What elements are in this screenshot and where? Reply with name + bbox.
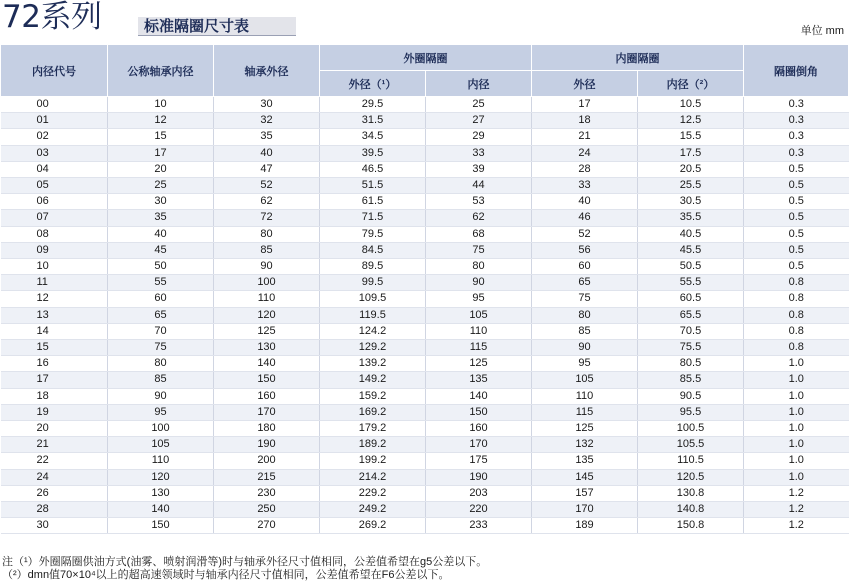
cell-outer-spacer-od: 31.5 xyxy=(320,113,426,129)
cell-chamfer: 0.5 xyxy=(744,259,849,275)
cell-outer-spacer-od: 229.2 xyxy=(320,485,426,501)
cell-outer-spacer-od: 99.5 xyxy=(320,275,426,291)
cell-bore-code: 11 xyxy=(1,275,108,291)
table-row xyxy=(1,210,849,226)
cell-bearing-od: 170 xyxy=(214,404,320,420)
cell-bearing-od: 190 xyxy=(214,437,320,453)
cell-nominal-bore: 40 xyxy=(108,226,214,242)
cell-outer-spacer-od: 249.2 xyxy=(320,502,426,518)
cell-nominal-bore: 15 xyxy=(108,129,214,145)
cell-outer-spacer-id: 233 xyxy=(426,518,532,534)
cell-chamfer: 1.0 xyxy=(744,356,849,372)
cell-inner-spacer-id: 55.5 xyxy=(638,275,744,291)
subtitle-box xyxy=(138,17,296,36)
cell-outer-spacer-id: 203 xyxy=(426,485,532,501)
header-outer-spacer: 外圈隔圈 xyxy=(320,45,532,71)
header-bearing-od: 轴承外径 xyxy=(214,45,320,97)
cell-chamfer: 0.8 xyxy=(744,307,849,323)
cell-inner-spacer-id: 10.5 xyxy=(638,97,744,113)
cell-bore-code: 13 xyxy=(1,307,108,323)
cell-inner-spacer-od: 65 xyxy=(532,275,638,291)
cell-outer-spacer-od: 124.2 xyxy=(320,323,426,339)
table-row xyxy=(1,388,849,404)
cell-inner-spacer-id: 80.5 xyxy=(638,356,744,372)
notes xyxy=(2,556,487,582)
cell-bearing-od: 270 xyxy=(214,518,320,534)
cell-inner-spacer-od: 21 xyxy=(532,129,638,145)
cell-bore-code: 16 xyxy=(1,356,108,372)
cell-chamfer: 0.8 xyxy=(744,291,849,307)
cell-chamfer: 0.5 xyxy=(744,242,849,258)
cell-bearing-od: 85 xyxy=(214,242,320,258)
cell-inner-spacer-id: 110.5 xyxy=(638,453,744,469)
cell-bearing-od: 100 xyxy=(214,275,320,291)
cell-inner-spacer-id: 100.5 xyxy=(638,421,744,437)
cell-inner-spacer-od: 105 xyxy=(532,372,638,388)
table-row xyxy=(1,275,849,291)
cell-bearing-od: 180 xyxy=(214,421,320,437)
table-row xyxy=(1,242,849,258)
cell-nominal-bore: 17 xyxy=(108,145,214,161)
cell-outer-spacer-od: 71.5 xyxy=(320,210,426,226)
cell-bore-code: 24 xyxy=(1,469,108,485)
cell-bore-code: 10 xyxy=(1,259,108,275)
header-bore-code: 内径代号 xyxy=(1,45,108,97)
cell-nominal-bore: 10 xyxy=(108,97,214,113)
cell-inner-spacer-id: 45.5 xyxy=(638,242,744,258)
cell-chamfer: 0.3 xyxy=(744,113,849,129)
cell-inner-spacer-od: 75 xyxy=(532,291,638,307)
cell-outer-spacer-od: 119.5 xyxy=(320,307,426,323)
cell-chamfer: 0.8 xyxy=(744,323,849,339)
header-inner-spacer: 内圈隔圈 xyxy=(532,45,744,71)
cell-nominal-bore: 12 xyxy=(108,113,214,129)
header-nominal-bore: 公称轴承内径 xyxy=(108,45,214,97)
table-row xyxy=(1,485,849,501)
cell-bore-code: 01 xyxy=(1,113,108,129)
header-chamfer: 隔圈倒角 xyxy=(744,45,849,97)
cell-inner-spacer-id: 140.8 xyxy=(638,502,744,518)
cell-chamfer: 1.0 xyxy=(744,372,849,388)
cell-outer-spacer-id: 135 xyxy=(426,372,532,388)
cell-nominal-bore: 140 xyxy=(108,502,214,518)
table-row xyxy=(1,97,849,113)
cell-nominal-bore: 25 xyxy=(108,178,214,194)
cell-bearing-od: 250 xyxy=(214,502,320,518)
cell-inner-spacer-id: 25.5 xyxy=(638,178,744,194)
cell-chamfer: 0.8 xyxy=(744,340,849,356)
cell-inner-spacer-od: 24 xyxy=(532,145,638,161)
cell-inner-spacer-id: 75.5 xyxy=(638,340,744,356)
table-row xyxy=(1,259,849,275)
cell-bore-code: 19 xyxy=(1,404,108,420)
cell-outer-spacer-od: 34.5 xyxy=(320,129,426,145)
spacer-dimension-table xyxy=(0,44,849,534)
cell-outer-spacer-id: 95 xyxy=(426,291,532,307)
cell-bearing-od: 120 xyxy=(214,307,320,323)
cell-outer-spacer-id: 115 xyxy=(426,340,532,356)
cell-outer-spacer-od: 159.2 xyxy=(320,388,426,404)
cell-inner-spacer-id: 105.5 xyxy=(638,437,744,453)
header-outer-od: 外径（¹） xyxy=(320,71,426,97)
cell-inner-spacer-od: 115 xyxy=(532,404,638,420)
cell-nominal-bore: 85 xyxy=(108,372,214,388)
cell-nominal-bore: 130 xyxy=(108,485,214,501)
cell-bore-code: 28 xyxy=(1,502,108,518)
cell-outer-spacer-id: 62 xyxy=(426,210,532,226)
cell-outer-spacer-id: 29 xyxy=(426,129,532,145)
page-header xyxy=(0,0,850,44)
cell-outer-spacer-id: 33 xyxy=(426,145,532,161)
table-row xyxy=(1,161,849,177)
cell-bore-code: 03 xyxy=(1,145,108,161)
cell-nominal-bore: 30 xyxy=(108,194,214,210)
cell-inner-spacer-od: 132 xyxy=(532,437,638,453)
cell-outer-spacer-id: 75 xyxy=(426,242,532,258)
cell-bearing-od: 200 xyxy=(214,453,320,469)
table-row xyxy=(1,404,849,420)
cell-nominal-bore: 110 xyxy=(108,453,214,469)
cell-inner-spacer-od: 90 xyxy=(532,340,638,356)
cell-outer-spacer-od: 79.5 xyxy=(320,226,426,242)
table-row xyxy=(1,178,849,194)
cell-bearing-od: 110 xyxy=(214,291,320,307)
table-row xyxy=(1,194,849,210)
table-row xyxy=(1,356,849,372)
cell-bearing-od: 90 xyxy=(214,259,320,275)
cell-inner-spacer-od: 40 xyxy=(532,194,638,210)
cell-bore-code: 06 xyxy=(1,194,108,210)
cell-inner-spacer-od: 56 xyxy=(532,242,638,258)
cell-nominal-bore: 105 xyxy=(108,437,214,453)
cell-outer-spacer-id: 170 xyxy=(426,437,532,453)
cell-inner-spacer-od: 52 xyxy=(532,226,638,242)
cell-nominal-bore: 50 xyxy=(108,259,214,275)
table-row xyxy=(1,129,849,145)
header-inner-id: 内径（²） xyxy=(638,71,744,97)
table-row xyxy=(1,113,849,129)
cell-nominal-bore: 20 xyxy=(108,161,214,177)
table-row xyxy=(1,340,849,356)
cell-nominal-bore: 45 xyxy=(108,242,214,258)
cell-inner-spacer-od: 18 xyxy=(532,113,638,129)
cell-inner-spacer-od: 46 xyxy=(532,210,638,226)
cell-inner-spacer-od: 189 xyxy=(532,518,638,534)
cell-outer-spacer-id: 105 xyxy=(426,307,532,323)
cell-bore-code: 02 xyxy=(1,129,108,145)
cell-bore-code: 21 xyxy=(1,437,108,453)
cell-outer-spacer-od: 29.5 xyxy=(320,97,426,113)
cell-bearing-od: 32 xyxy=(214,113,320,129)
cell-chamfer: 1.2 xyxy=(744,485,849,501)
cell-nominal-bore: 90 xyxy=(108,388,214,404)
table-row xyxy=(1,307,849,323)
cell-nominal-bore: 95 xyxy=(108,404,214,420)
cell-outer-spacer-od: 149.2 xyxy=(320,372,426,388)
cell-bore-code: 07 xyxy=(1,210,108,226)
cell-bearing-od: 125 xyxy=(214,323,320,339)
cell-inner-spacer-od: 80 xyxy=(532,307,638,323)
cell-outer-spacer-id: 68 xyxy=(426,226,532,242)
table-subtitle: 标准隔圈尺寸表 xyxy=(144,17,250,35)
table-body xyxy=(1,97,849,534)
cell-inner-spacer-id: 15.5 xyxy=(638,129,744,145)
cell-outer-spacer-id: 53 xyxy=(426,194,532,210)
cell-inner-spacer-id: 40.5 xyxy=(638,226,744,242)
cell-bore-code: 08 xyxy=(1,226,108,242)
cell-chamfer: 0.5 xyxy=(744,194,849,210)
cell-chamfer: 1.2 xyxy=(744,502,849,518)
cell-inner-spacer-id: 20.5 xyxy=(638,161,744,177)
cell-inner-spacer-id: 12.5 xyxy=(638,113,744,129)
note-1: 注（¹）外圈隔圈供油方式(油雾、喷射润滑等)时与轴承外径尺寸值相同，公差值希望在g5公差以下。 xyxy=(2,556,488,568)
cell-inner-spacer-id: 130.8 xyxy=(638,485,744,501)
cell-inner-spacer-id: 60.5 xyxy=(638,291,744,307)
cell-nominal-bore: 120 xyxy=(108,469,214,485)
cell-bearing-od: 40 xyxy=(214,145,320,161)
cell-bore-code: 30 xyxy=(1,518,108,534)
table-row xyxy=(1,421,849,437)
cell-nominal-bore: 60 xyxy=(108,291,214,307)
cell-inner-spacer-id: 50.5 xyxy=(638,259,744,275)
header-outer-id: 内径 xyxy=(426,71,532,97)
cell-outer-spacer-id: 140 xyxy=(426,388,532,404)
cell-inner-spacer-od: 110 xyxy=(532,388,638,404)
cell-bearing-od: 30 xyxy=(214,97,320,113)
cell-outer-spacer-od: 89.5 xyxy=(320,259,426,275)
header-inner-od: 外径 xyxy=(532,71,638,97)
cell-nominal-bore: 65 xyxy=(108,307,214,323)
cell-inner-spacer-id: 30.5 xyxy=(638,194,744,210)
cell-chamfer: 0.3 xyxy=(744,97,849,113)
cell-outer-spacer-id: 110 xyxy=(426,323,532,339)
cell-chamfer: 1.0 xyxy=(744,404,849,420)
cell-chamfer: 1.2 xyxy=(744,518,849,534)
cell-inner-spacer-id: 35.5 xyxy=(638,210,744,226)
table-row xyxy=(1,226,849,242)
cell-inner-spacer-id: 85.5 xyxy=(638,372,744,388)
cell-bore-code: 20 xyxy=(1,421,108,437)
table-row xyxy=(1,372,849,388)
cell-chamfer: 0.5 xyxy=(744,210,849,226)
cell-nominal-bore: 35 xyxy=(108,210,214,226)
table-row xyxy=(1,453,849,469)
cell-chamfer: 0.5 xyxy=(744,161,849,177)
cell-bore-code: 14 xyxy=(1,323,108,339)
cell-outer-spacer-od: 189.2 xyxy=(320,437,426,453)
cell-bore-code: 17 xyxy=(1,372,108,388)
cell-bearing-od: 160 xyxy=(214,388,320,404)
unit-label: 单位 mm xyxy=(800,25,844,37)
cell-bore-code: 00 xyxy=(1,97,108,113)
cell-outer-spacer-od: 269.2 xyxy=(320,518,426,534)
cell-nominal-bore: 80 xyxy=(108,356,214,372)
table-row xyxy=(1,437,849,453)
note-2: （²）dmn值70×10⁴以上的超高速领域时与轴承内径尺寸值相同，公差值希望在F6公差以下。 xyxy=(2,569,450,581)
cell-nominal-bore: 150 xyxy=(108,518,214,534)
cell-inner-spacer-id: 150.8 xyxy=(638,518,744,534)
cell-outer-spacer-od: 214.2 xyxy=(320,469,426,485)
cell-outer-spacer-id: 160 xyxy=(426,421,532,437)
cell-chamfer: 0.5 xyxy=(744,178,849,194)
cell-outer-spacer-id: 125 xyxy=(426,356,532,372)
cell-bearing-od: 47 xyxy=(214,161,320,177)
cell-chamfer: 0.5 xyxy=(744,226,849,242)
table-row xyxy=(1,145,849,161)
cell-outer-spacer-id: 27 xyxy=(426,113,532,129)
cell-inner-spacer-od: 95 xyxy=(532,356,638,372)
cell-chamfer: 0.8 xyxy=(744,275,849,291)
cell-chamfer: 1.0 xyxy=(744,421,849,437)
cell-inner-spacer-id: 65.5 xyxy=(638,307,744,323)
cell-outer-spacer-id: 25 xyxy=(426,97,532,113)
cell-outer-spacer-id: 190 xyxy=(426,469,532,485)
cell-bearing-od: 72 xyxy=(214,210,320,226)
cell-chamfer: 1.0 xyxy=(744,388,849,404)
series-title: 72系列 xyxy=(2,0,102,35)
cell-outer-spacer-id: 39 xyxy=(426,161,532,177)
cell-outer-spacer-od: 139.2 xyxy=(320,356,426,372)
cell-bore-code: 12 xyxy=(1,291,108,307)
cell-outer-spacer-od: 84.5 xyxy=(320,242,426,258)
cell-outer-spacer-od: 61.5 xyxy=(320,194,426,210)
cell-outer-spacer-id: 80 xyxy=(426,259,532,275)
cell-bore-code: 04 xyxy=(1,161,108,177)
cell-bore-code: 26 xyxy=(1,485,108,501)
cell-outer-spacer-id: 175 xyxy=(426,453,532,469)
cell-bearing-od: 230 xyxy=(214,485,320,501)
cell-bearing-od: 150 xyxy=(214,372,320,388)
cell-chamfer: 0.3 xyxy=(744,129,849,145)
cell-bearing-od: 130 xyxy=(214,340,320,356)
cell-inner-spacer-od: 60 xyxy=(532,259,638,275)
cell-inner-spacer-od: 157 xyxy=(532,485,638,501)
cell-outer-spacer-od: 46.5 xyxy=(320,161,426,177)
cell-inner-spacer-od: 17 xyxy=(532,97,638,113)
cell-nominal-bore: 70 xyxy=(108,323,214,339)
cell-outer-spacer-od: 129.2 xyxy=(320,340,426,356)
cell-bearing-od: 62 xyxy=(214,194,320,210)
cell-bearing-od: 215 xyxy=(214,469,320,485)
cell-inner-spacer-od: 125 xyxy=(532,421,638,437)
cell-inner-spacer-id: 120.5 xyxy=(638,469,744,485)
cell-bearing-od: 35 xyxy=(214,129,320,145)
cell-inner-spacer-od: 135 xyxy=(532,453,638,469)
cell-inner-spacer-od: 170 xyxy=(532,502,638,518)
cell-inner-spacer-od: 85 xyxy=(532,323,638,339)
cell-outer-spacer-od: 51.5 xyxy=(320,178,426,194)
cell-outer-spacer-od: 109.5 xyxy=(320,291,426,307)
cell-nominal-bore: 75 xyxy=(108,340,214,356)
cell-outer-spacer-od: 199.2 xyxy=(320,453,426,469)
cell-inner-spacer-id: 95.5 xyxy=(638,404,744,420)
cell-outer-spacer-id: 220 xyxy=(426,502,532,518)
cell-outer-spacer-id: 44 xyxy=(426,178,532,194)
cell-bearing-od: 80 xyxy=(214,226,320,242)
cell-outer-spacer-id: 150 xyxy=(426,404,532,420)
table-row xyxy=(1,469,849,485)
cell-bore-code: 22 xyxy=(1,453,108,469)
cell-bore-code: 05 xyxy=(1,178,108,194)
cell-inner-spacer-id: 17.5 xyxy=(638,145,744,161)
cell-bore-code: 18 xyxy=(1,388,108,404)
cell-inner-spacer-id: 70.5 xyxy=(638,323,744,339)
cell-bearing-od: 52 xyxy=(214,178,320,194)
cell-inner-spacer-od: 145 xyxy=(532,469,638,485)
table-row xyxy=(1,291,849,307)
cell-outer-spacer-od: 179.2 xyxy=(320,421,426,437)
cell-nominal-bore: 100 xyxy=(108,421,214,437)
cell-nominal-bore: 55 xyxy=(108,275,214,291)
cell-outer-spacer-od: 39.5 xyxy=(320,145,426,161)
cell-bore-code: 15 xyxy=(1,340,108,356)
cell-chamfer: 1.0 xyxy=(744,453,849,469)
cell-outer-spacer-od: 169.2 xyxy=(320,404,426,420)
cell-chamfer: 0.3 xyxy=(744,145,849,161)
cell-outer-spacer-id: 90 xyxy=(426,275,532,291)
cell-bearing-od: 140 xyxy=(214,356,320,372)
cell-chamfer: 1.0 xyxy=(744,469,849,485)
table-row xyxy=(1,518,849,534)
cell-inner-spacer-od: 28 xyxy=(532,161,638,177)
table-row xyxy=(1,323,849,339)
cell-inner-spacer-od: 33 xyxy=(532,178,638,194)
cell-bore-code: 09 xyxy=(1,242,108,258)
cell-inner-spacer-id: 90.5 xyxy=(638,388,744,404)
table-row xyxy=(1,502,849,518)
cell-chamfer: 1.0 xyxy=(744,437,849,453)
